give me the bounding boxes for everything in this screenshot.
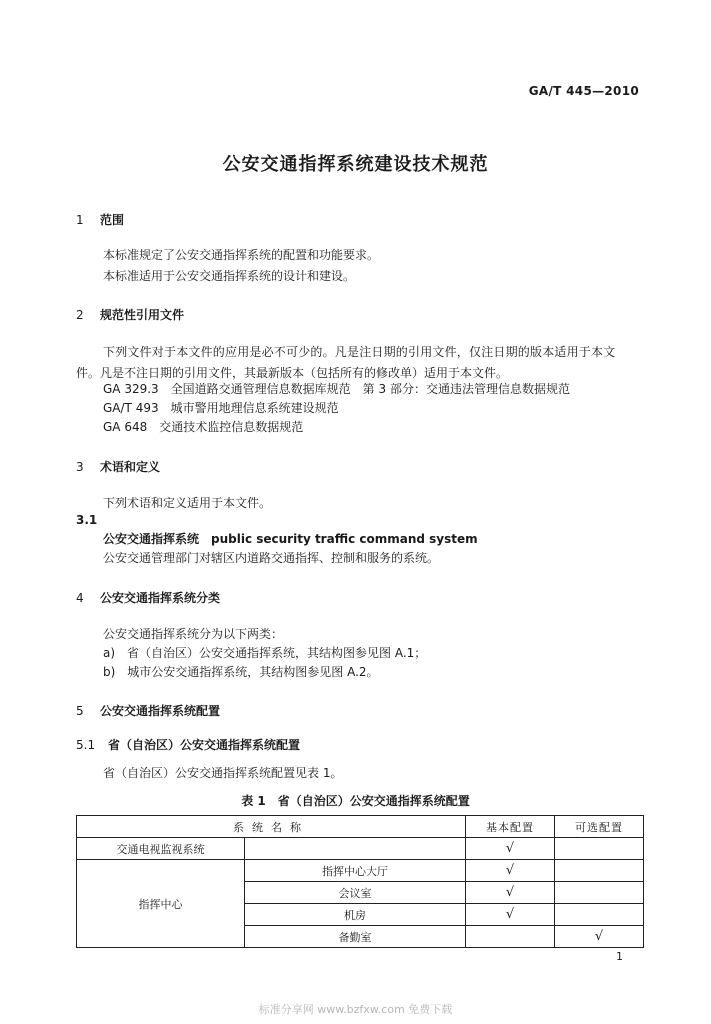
table-header-row — [77, 816, 644, 838]
cell-basic: √ — [466, 860, 555, 882]
subsection-number: 5.1 — [76, 738, 96, 752]
table-row — [77, 860, 644, 882]
reference-item: GA 648 交通技术监控信息数据规范 — [103, 420, 304, 434]
header-cell-basic: 基本配置 — [466, 816, 555, 838]
section-title: 规范性引用文件 — [100, 308, 185, 322]
table-row — [77, 838, 644, 860]
header-cell-optional: 可选配置 — [555, 816, 644, 838]
section-2-heading — [76, 306, 184, 323]
section-number: 4 — [76, 591, 84, 605]
document-title: 公安交通指挥系统建设技术规范 — [222, 154, 489, 175]
watermark-footer: 标准分享网 www.bzfxw.com 免费下载 — [258, 1003, 453, 1016]
section-4-heading — [76, 589, 220, 606]
subsection-5-1-heading — [76, 736, 300, 753]
section-title: 公安交通指挥系统配置 — [100, 704, 221, 718]
cell-name: 指挥中心大厅 — [245, 860, 466, 882]
cell-optional: √ — [555, 926, 644, 948]
reference-item: GA/T 493 城市警用地理信息系统建设规范 — [103, 401, 339, 415]
section-3-heading — [76, 458, 160, 475]
paragraph: 本标准规定了公安交通指挥系统的配置和功能要求。 — [103, 248, 380, 262]
cell-name: 机房 — [245, 904, 466, 926]
paragraph: 省（自治区）公安交通指挥系统配置见表 1。 — [103, 766, 343, 780]
cell-name: 备勤室 — [245, 926, 466, 948]
section-5-heading — [76, 702, 220, 719]
cell-basic — [466, 926, 555, 948]
subsection-title: 省（自治区）公安交通指挥系统配置 — [108, 738, 301, 752]
table-caption: 表 1 省（自治区）公安交通指挥系统配置 — [241, 794, 470, 808]
standard-code: GA/T 445—2010 — [528, 84, 639, 98]
section-number: 2 — [76, 308, 84, 322]
page-number: 1 — [616, 950, 623, 963]
term: 公安交通指挥系统 public security traffic command system — [103, 532, 478, 546]
cell-optional — [555, 860, 644, 882]
paragraph: 公安交通指挥系统分为以下两类： — [103, 627, 284, 641]
list-item: b) 城市公安交通指挥系统，其结构图参见图 A.2。 — [103, 665, 379, 679]
subsection-number: 3.1 — [76, 513, 98, 527]
section-title: 公安交通指挥系统分类 — [100, 591, 221, 605]
section-number: 3 — [76, 460, 84, 474]
paragraph: 下列术语和定义适用于本文件。 — [103, 496, 272, 510]
cell-optional — [555, 882, 644, 904]
cell-group-name: 指挥中心 — [77, 860, 245, 948]
cell-basic: √ — [466, 882, 555, 904]
list-item: a) 省（自治区）公安交通指挥系统，其结构图参见图 A.1； — [103, 646, 427, 660]
section-title: 术语和定义 — [100, 460, 161, 474]
section-number: 1 — [76, 213, 84, 227]
paragraph: 下列文件对于本文件的应用是必不可少的。凡是注日期的引用文件，仅注日期的版本适用于本文 — [103, 345, 616, 359]
cell-basic: √ — [466, 904, 555, 926]
section-number: 5 — [76, 704, 84, 718]
cell-basic: √ — [466, 838, 555, 860]
definition: 公安交通管理部门对辖区内道路交通指挥、控制和服务的系统。 — [103, 551, 440, 565]
cell-optional — [555, 838, 644, 860]
cell-name: 会议室 — [245, 882, 466, 904]
cell-blank — [245, 838, 466, 860]
reference-item: GA 329.3 全国道路交通管理信息数据库规范 第 3 部分：交通违法管理信息数据规范 — [103, 382, 570, 396]
section-1-heading — [76, 211, 124, 228]
paragraph: 件。凡是不注日期的引用文件，其最新版本（包括所有的修改单）适用于本文件。 — [76, 366, 509, 380]
config-table — [76, 815, 644, 948]
paragraph: 本标准适用于公安交通指挥系统的设计和建设。 — [103, 269, 356, 283]
section-title: 范围 — [100, 213, 125, 227]
cell-optional — [555, 904, 644, 926]
header-cell-name: 系统名称 — [77, 816, 466, 838]
cell-name: 交通电视监视系统 — [77, 838, 245, 860]
